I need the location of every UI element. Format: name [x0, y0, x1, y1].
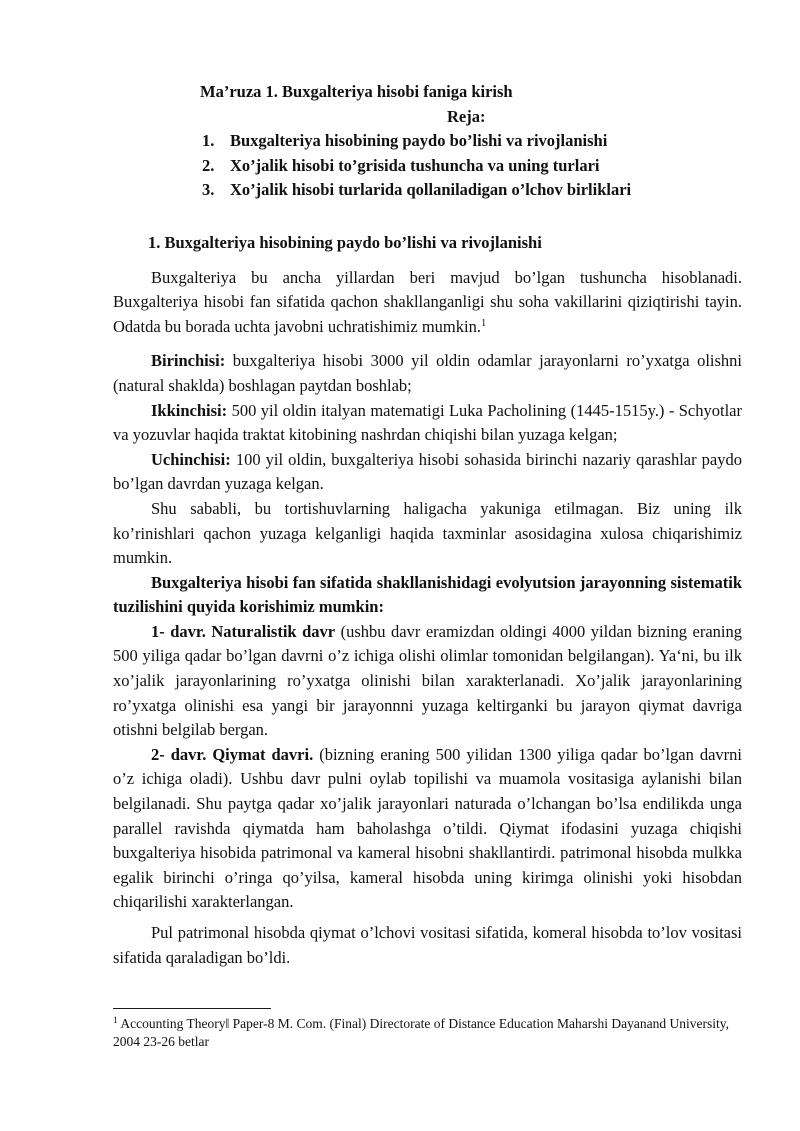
paragraph [113, 497, 742, 571]
paragraph-lead: Birinchisi: [151, 351, 226, 371]
paragraph [113, 743, 742, 915]
section-heading: 1. Buxgalteriya hisobining paydo bo’lishi va rivojlanishi [148, 232, 542, 252]
paragraph [113, 399, 742, 448]
paragraph [113, 448, 742, 497]
paragraph [113, 620, 742, 743]
paragraph-text: Shu sababli, bu tortishuvlarning haligacha yakuniga etilmagan. Biz uning ilk ko’rinishlari qachon yuzaga kelganligi haqida taxminlar asosidagina xulosa chiqarishimiz mumkin. [113, 498, 742, 568]
footnote-separator [113, 1008, 271, 1009]
paragraph-text: 500 yil oldin italyan matematigi Luka Pacholining (1445-1515y.) - Schyotlar va yozuvlar haqida traktat kitobining nashrdan chiqishi bilan yuzaga kelgan; [113, 400, 742, 445]
plan-item-text: Buxgalteriya hisobining paydo bo’lishi va rivojlanishi [230, 131, 608, 151]
paragraph-lead: 2- davr. Qiymat davri. [151, 744, 314, 764]
paragraph-text: Pul patrimonal hisobda qiymat o’lchovi vositasi sifatida, komeral hisobda to’lov vositasi sifatida qaraladigan bo’ldi. [113, 923, 742, 967]
document-body [113, 80, 742, 970]
footnote-area [113, 1008, 742, 1050]
footnote-reference: 1 [480, 317, 487, 329]
plan-item [113, 178, 742, 203]
paragraph-text: (ushbu davr eramizdan oldingi 4000 yildan bizning eraning 500 yiliga qadar bo’lgan davrni o’z ichiga olishi olimlar tomonidan belgilangan). Ya‘ni, bu ilk xo’jalik jarayonlarining ro’yxatga olinishi bilan xarakterlanadi. Xo’jalik jarayonlarining ro’yxatga olinishi esa yangi bir jarayonnni yuzaga keltirganki bu jarayon qiymat davriga otishni belgilab bergan. [113, 621, 742, 740]
paragraph [113, 571, 742, 620]
lecture-title: Ma’ruza 1. Buxgalteriya hisobi faniga kirish [200, 82, 513, 101]
paragraph-text: 100 yil oldin, buxgalteriya hisobi sohasida birinchi nazariy qarashlar paydo bo’lgan davrdan yuzaga kelgan. [113, 449, 742, 494]
plan-list [113, 129, 742, 203]
paragraph-lead: Ikkinchisi: [151, 400, 228, 420]
paragraph-text: buxgalteriya hisobi 3000 yil oldin odamlar jarayonlarni ro’yxatga olishni (natural shaklda) boshlagan paytdan boshlab; [113, 351, 742, 395]
plan-item-text: Xo’jalik hisobi turlarida qollaniladigan o’lchov birliklari [230, 180, 632, 200]
paragraph [113, 921, 742, 970]
plan-label: Reja: [447, 106, 486, 126]
paragraph-text: (bizning eraning 500 yilidan 1300 yiliga qadar bo’lgan davrni o’z ichiga oladi). Ushbu davr pulni oylab topilishi va muamola vositasiga aylanishi bilan belgilanadi. Shu paytga qadar xo’jalik jarayonlari naturada o’lchangan bo’lsa endilikda unga parallel ravishda qiymatda ham baholashga o’tildi. Qiymat ifodasini yuzaga chiqishi buxgalteriya hisobida patrimonal va kameral hisobni shakllantirdi. patrimonal hisobda mulkka egalik birinchi o’ringa qo’yilsa, kameral hisobda uning kirimga olinishi yoki hisobdan chiqarilishi xarakterlangan. [113, 744, 742, 912]
footnote-text [113, 1015, 742, 1050]
footnote-citation: Accounting Theory‖ Paper-8 M. Com. (Final) Directorate of Distance Education Maharshi Dayanand University, 2004 23-26 betlar [113, 1016, 729, 1049]
plan-item-text: Xo’jalik hisobi to’grisida tushuncha va uning turlari [230, 155, 600, 175]
paragraph-text: Buxgalteriya bu ancha yillardan beri mavjud bo’lgan tushuncha hisoblanadi. Buxgalteriya hisobi fan sifatida qachon shakllanganligi shu soha vakillarini qiziqtirishi tayin. Odatda bu borada uchta javobni uchratishimiz mumkin. [113, 267, 742, 336]
plan-item-number: 3. [202, 180, 215, 200]
paragraph-lead: Buxgalteriya hisobi fan sifatida shakllanishidagi evolyutsion jarayonning sistematik tuzilishini quyida korishimiz mumkin: [113, 572, 742, 617]
footnote-marker: 1 [113, 1016, 118, 1027]
paragraph [113, 349, 742, 398]
paragraph-lead: Uchinchisi: [151, 449, 231, 469]
plan-item-number: 2. [202, 155, 215, 175]
plan-item [113, 154, 742, 179]
plan-item-number: 1. [202, 131, 215, 151]
plan-item [113, 129, 742, 154]
paragraph [113, 266, 742, 340]
paragraph-lead: 1- davr. Naturalistik davr [151, 621, 336, 641]
